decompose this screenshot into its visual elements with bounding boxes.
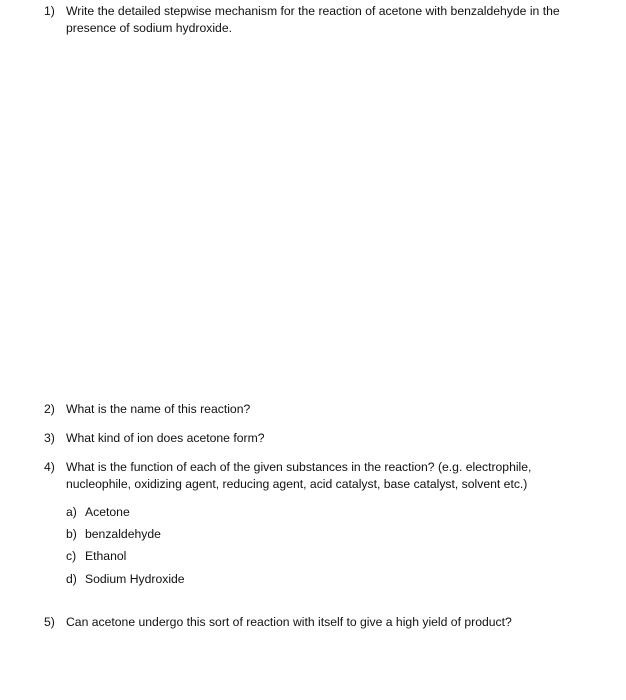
question-number: 5) (44, 615, 55, 629)
option-text: benzaldehyde (85, 527, 161, 541)
option-d (66, 571, 185, 588)
question-number: 3) (44, 431, 55, 445)
question-text: Can acetone undergo this sort of reaction with itself to give a high yield of product? (66, 615, 512, 629)
question-number: 4) (44, 460, 55, 474)
question-1 (44, 3, 574, 37)
question-number: 2) (44, 402, 55, 416)
option-text: Sodium Hydroxide (85, 572, 185, 586)
option-letter: d) (66, 572, 77, 586)
question-5 (44, 614, 606, 631)
option-text: Acetone (85, 505, 130, 519)
question-text: What is the function of each of the given substances in the reaction? (e.g. electrophile, nucleophile, oxidizing agent, reducing agent, acid catalyst, base catalyst, solvent etc.) (66, 460, 532, 491)
option-c (66, 548, 126, 565)
question-text: Write the detailed stepwise mechanism for the reaction of acetone with benzaldehyde in the presence of sodium hydroxide. (66, 4, 560, 35)
option-text: Ethanol (85, 549, 127, 563)
option-a (66, 504, 130, 521)
option-letter: b) (66, 527, 77, 541)
option-letter: a) (66, 505, 77, 519)
question-4 (44, 459, 552, 493)
question-text: What kind of ion does acetone form? (66, 431, 265, 445)
option-b (66, 526, 161, 543)
question-text: What is the name of this reaction? (66, 402, 251, 416)
option-letter: c) (66, 549, 77, 563)
question-2 (44, 401, 586, 418)
question-3 (44, 430, 586, 447)
question-number: 1) (44, 4, 55, 18)
